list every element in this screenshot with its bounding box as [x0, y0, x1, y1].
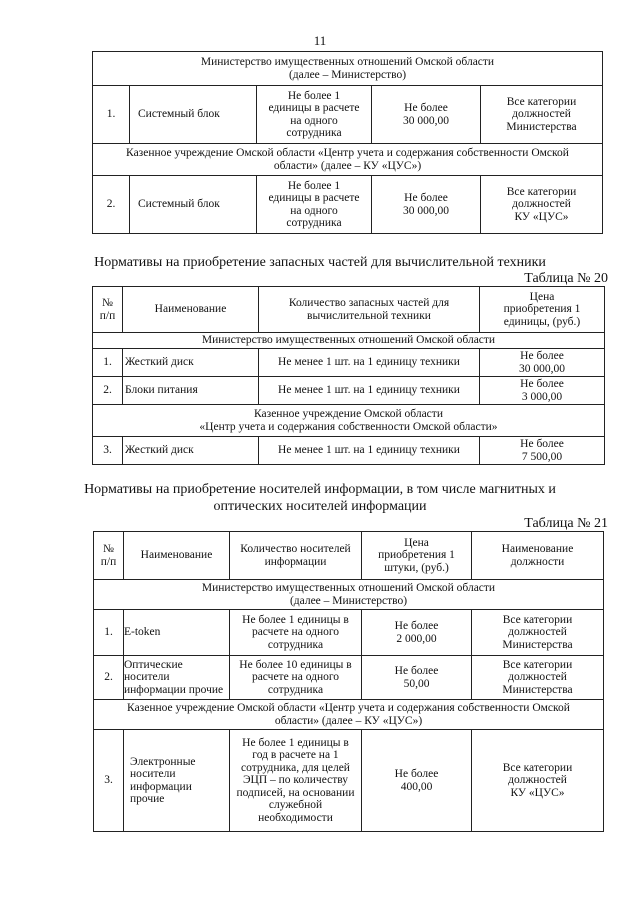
header-price: Цена приобретения 1 штуки, (руб.): [362, 532, 472, 580]
table-header-row: [93, 287, 605, 333]
header-number: № п/п: [94, 532, 124, 580]
row-number: 3.: [94, 730, 124, 832]
table-row: [93, 86, 603, 144]
item-quantity: Не более 1 единицы в год в расчете на 1 сотрудника, для целей ЭЦП – по количеству подписей, на основании служебной необходимости: [230, 730, 362, 832]
table-row: [94, 730, 604, 832]
item-price: Не более 30 000,00: [480, 349, 605, 377]
item-positions: Все категории должностей Министерства: [481, 86, 603, 144]
item-price: Не более 3 000,00: [480, 377, 605, 405]
section-title: Казенное учреждение Омской области «Центр учета и содержания собственности Омской области» (далее – КУ «ЦУС»): [93, 144, 603, 176]
item-positions: Все категории должностей КУ «ЦУС»: [481, 176, 603, 234]
item-name: Жесткий диск: [123, 437, 259, 465]
header-price: Цена приобретения 1 единицы, (руб.): [480, 287, 605, 333]
item-quantity: Не менее 1 шт. на 1 единицу техники: [259, 437, 480, 465]
table-row: [93, 176, 603, 234]
table-row: [93, 377, 605, 405]
table-21-heading: Нормативы на приобретение носителей информации, в том числе магнитных и оптических носителей информации: [84, 482, 556, 514]
header-positions: Наименование должности: [472, 532, 604, 580]
item-positions: Все категории должностей Министерства: [472, 656, 604, 700]
section-row-ministry: [93, 333, 605, 349]
item-price: Не более 30 000,00: [372, 176, 481, 234]
row-number: 1.: [93, 349, 123, 377]
item-price: Не более 2 000,00: [362, 610, 472, 656]
item-name: Системный блок: [130, 86, 257, 144]
section-row-kuts: [94, 700, 604, 730]
table-row: [94, 656, 604, 700]
item-name: Блоки питания: [123, 377, 259, 405]
item-quantity: Не более 1 единицы в расчете на одного сотрудника: [257, 86, 372, 144]
item-price: Не более 50,00: [362, 656, 472, 700]
item-price: Не более 7 500,00: [480, 437, 605, 465]
table-continuation: [92, 51, 603, 234]
item-positions: Все категории должностей Министерства: [472, 610, 604, 656]
item-name: Жесткий диск: [123, 349, 259, 377]
item-price: Не более 30 000,00: [372, 86, 481, 144]
table-20-caption: Таблица № 20: [524, 271, 608, 286]
item-positions: Все категории должностей КУ «ЦУС»: [472, 730, 604, 832]
item-quantity: Не более 1 единицы в расчете на одного сотрудника: [230, 610, 362, 656]
item-price: Не более 400,00: [362, 730, 472, 832]
header-quantity: Количество носителей информации: [230, 532, 362, 580]
row-number: 2.: [93, 377, 123, 405]
table-20: [92, 286, 605, 465]
section-title: Казенное учреждение Омской области «Центр учета и содержания собственности Омской области» (далее – КУ «ЦУС»): [94, 700, 604, 730]
table-21: [93, 531, 604, 832]
table-row: [93, 349, 605, 377]
item-quantity: Не более 10 единицы в расчете на одного сотрудника: [230, 656, 362, 700]
item-quantity: Не менее 1 шт. на 1 единицу техники: [259, 349, 480, 377]
item-name: Электронные носители информации прочие: [124, 730, 230, 832]
item-quantity: Не более 1 единицы в расчете на одного сотрудника: [257, 176, 372, 234]
table-row: [94, 610, 604, 656]
item-quantity: Не менее 1 шт. на 1 единицу техники: [259, 377, 480, 405]
row-number: 2.: [94, 656, 124, 700]
section-title: Казенное учреждение Омской области «Центр учета и содержания собственности Омской области»: [93, 405, 605, 437]
item-name: E-token: [124, 610, 230, 656]
page-number: 11: [313, 33, 327, 48]
row-number: 1.: [93, 86, 130, 144]
header-quantity: Количество запасных частей для вычислительной техники: [259, 287, 480, 333]
table-row: [93, 437, 605, 465]
section-row-ministry: [93, 52, 603, 86]
section-row-ministry: [94, 580, 604, 610]
row-number: 1.: [94, 610, 124, 656]
header-name: Наименование: [123, 287, 259, 333]
table-20-heading: Нормативы на приобретение запасных частей для вычислительной техники: [94, 255, 546, 270]
row-number: 3.: [93, 437, 123, 465]
section-title: Министерство имущественных отношений Омской области (далее – Министерство): [94, 580, 604, 610]
header-number: № п/п: [93, 287, 123, 333]
table-21-caption: Таблица № 21: [524, 516, 608, 531]
section-title: Министерство имущественных отношений Омской области: [93, 333, 605, 349]
section-row-kuts: [93, 144, 603, 176]
item-name: Системный блок: [130, 176, 257, 234]
table-header-row: [94, 532, 604, 580]
header-name: Наименование: [124, 532, 230, 580]
item-name: Оптические носители информации прочие: [124, 656, 230, 700]
section-row-kuts: [93, 405, 605, 437]
row-number: 2.: [93, 176, 130, 234]
section-title: Министерство имущественных отношений Омской области (далее – Министерство): [93, 52, 603, 86]
